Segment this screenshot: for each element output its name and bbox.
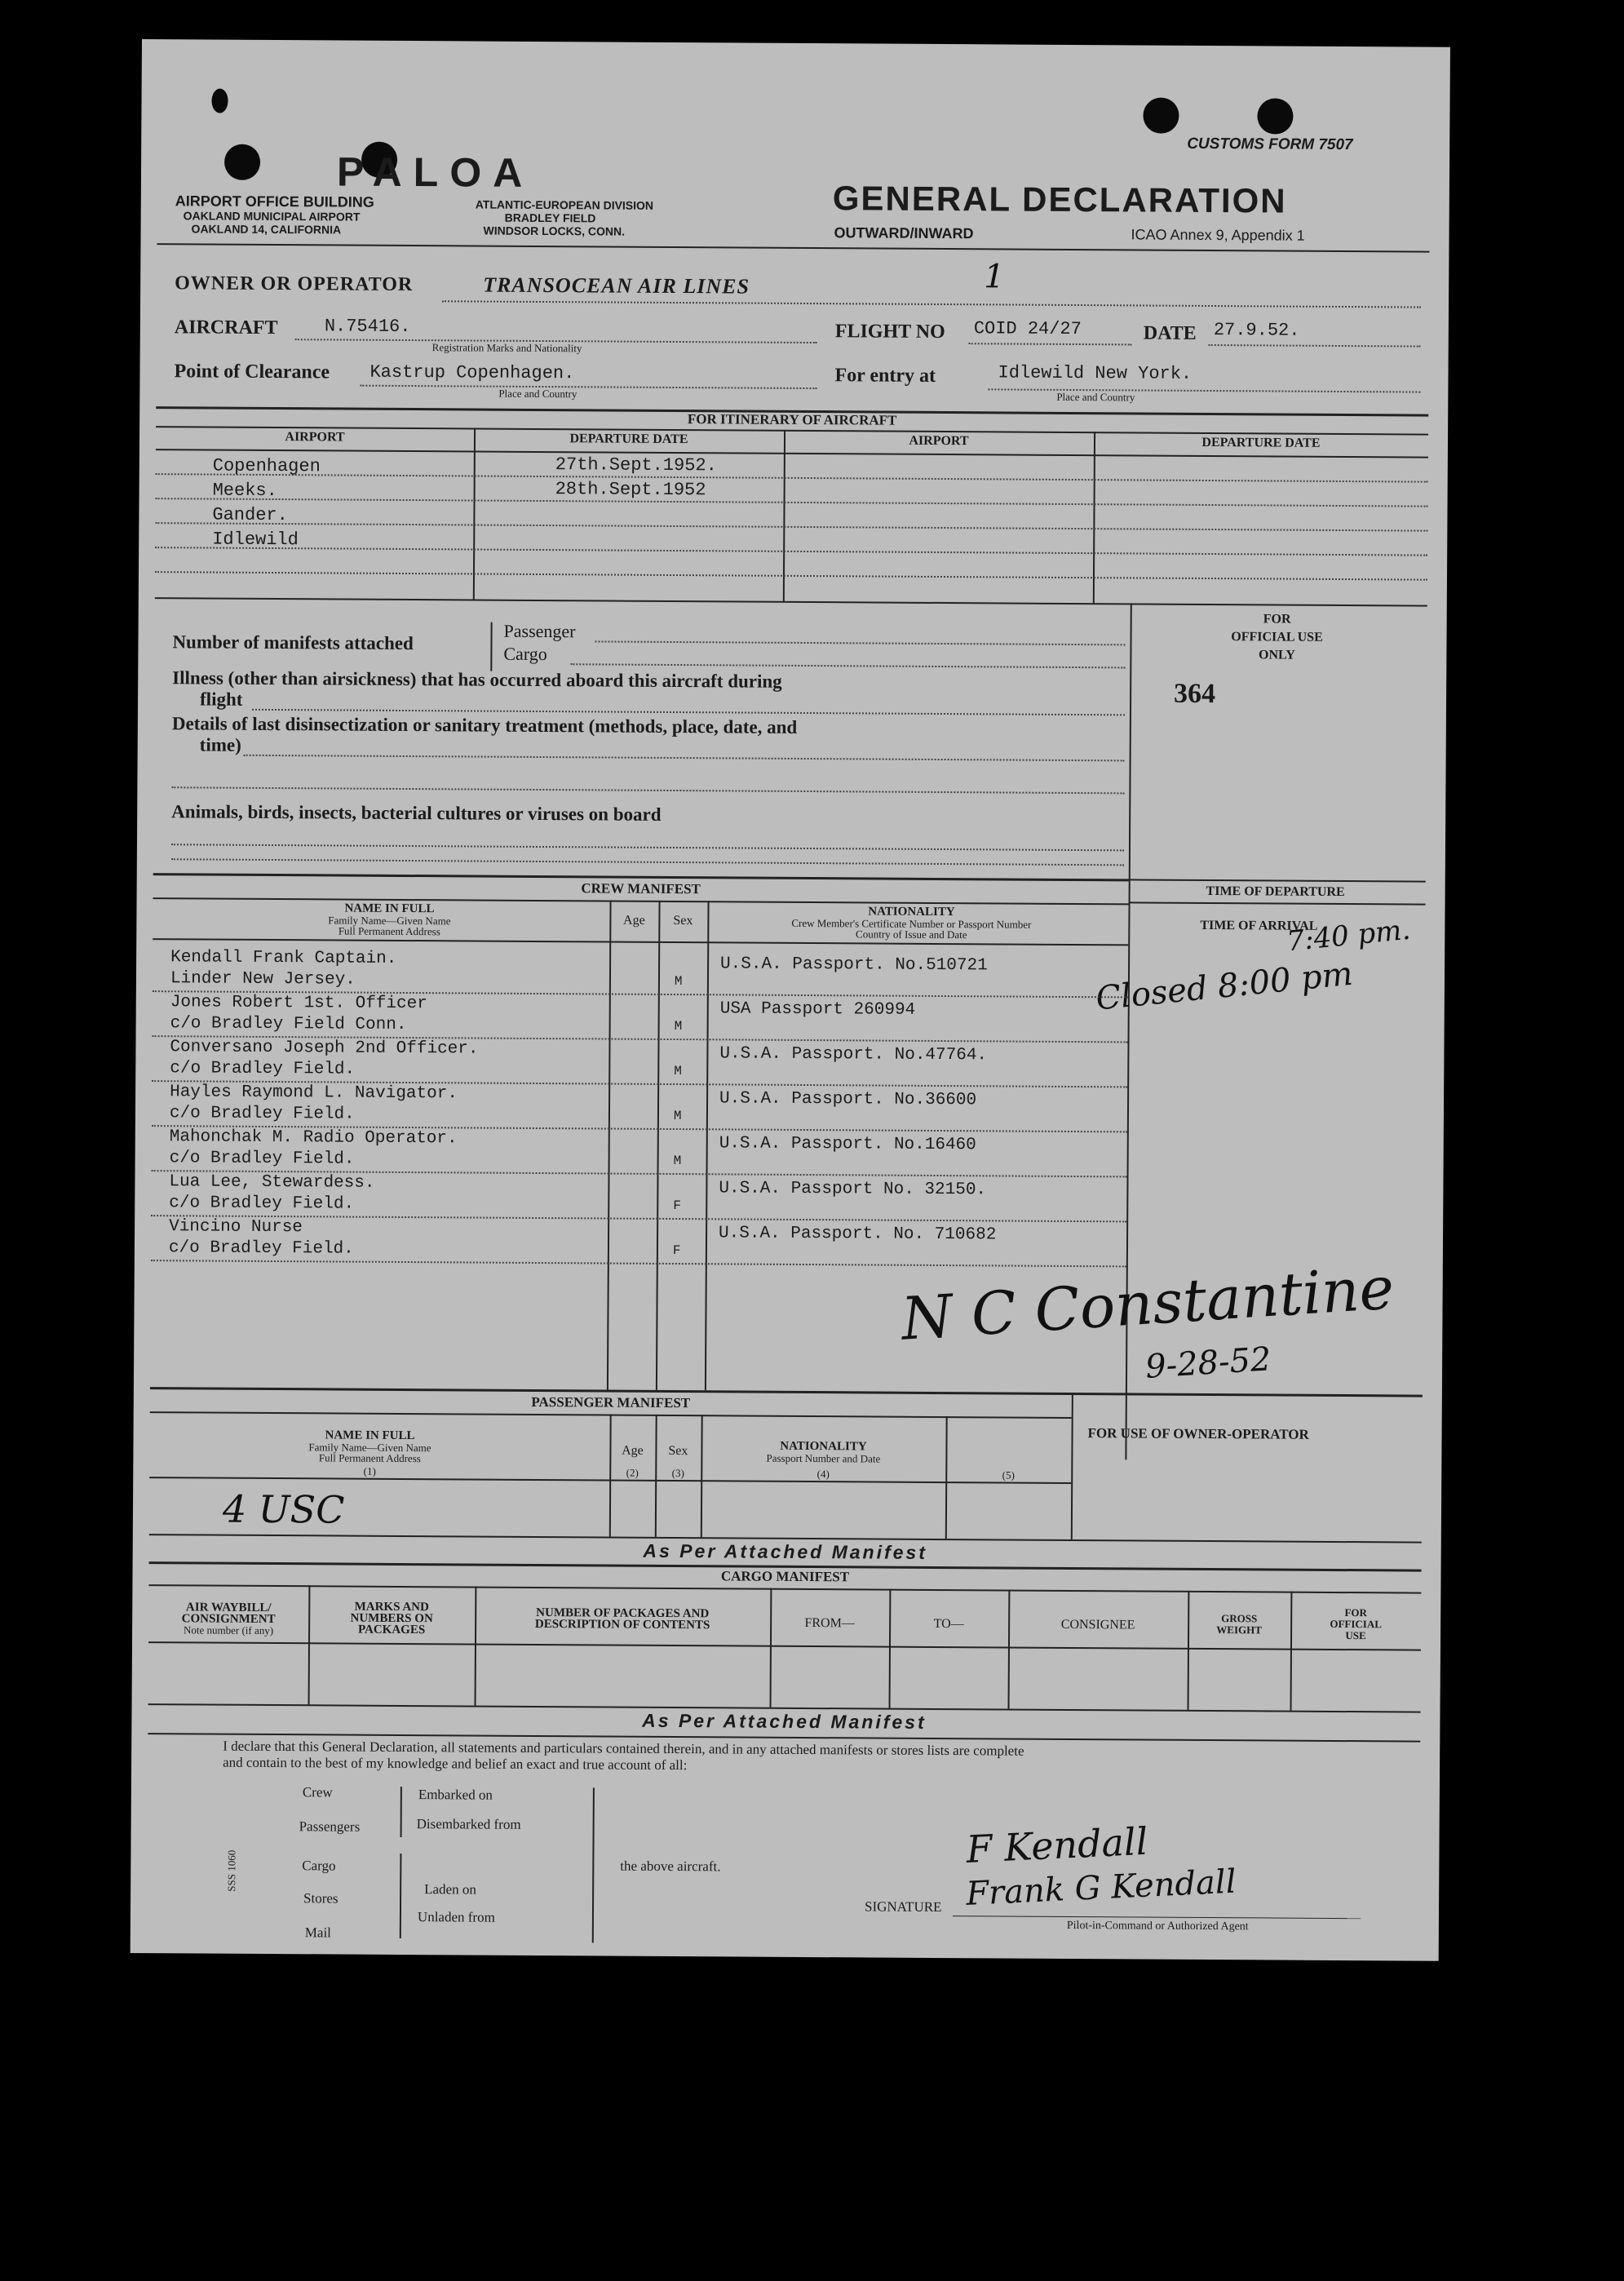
declaration-laden: Laden on [424, 1881, 476, 1898]
time-of-arrival-label: TIME OF ARRIVAL [1200, 918, 1318, 933]
declaration-stores: Stores [303, 1890, 339, 1907]
itinerary-date: 27th.Sept.1952. [555, 454, 717, 476]
cargo-header-official: OFFICIAL [1330, 1617, 1382, 1631]
cargo-header-official: USE [1345, 1629, 1366, 1642]
crew-nationality-header: Crew Member's Certificate Number or Passport Number [791, 916, 1032, 931]
signature-label: SIGNATURE [864, 1898, 942, 1916]
division-address-line: BRADLEY FIELD [504, 210, 596, 225]
punch-hole [224, 144, 260, 180]
crew-name: Conversano Joseph 2nd Officer. [170, 1038, 479, 1059]
cargo-header-from: FROM— [804, 1615, 855, 1631]
division-address-line: ATLANTIC-EUROPEAN DIVISION [475, 197, 654, 212]
crew-nationality: U.S.A. Passport. No.36600 [719, 1089, 977, 1110]
flight-label: FLIGHT NO [834, 321, 945, 343]
crew-name-header: Full Permanent Address [338, 924, 440, 938]
clearance-value: Kastrup Copenhagen. [369, 361, 575, 384]
passenger-col5-header: (5) [1002, 1468, 1015, 1482]
passenger-sex-header: (3) [671, 1467, 684, 1480]
owner-value: TRANSOCEAN AIR LINES [483, 272, 750, 299]
declaration-disembarked: Disembarked from [416, 1816, 521, 1832]
crew-name: Hayles Raymond L. Navigator. [170, 1083, 458, 1104]
crew-address: Linder New Jersey. [170, 969, 356, 990]
crew-name-header: Family Name—Given Name [328, 914, 451, 928]
crew-name: Kendall Frank Captain. [170, 948, 397, 968]
owner-label: OWNER OR OPERATOR [175, 272, 414, 296]
crew-sex-header: Sex [673, 913, 693, 928]
crew-name: Mahonchak M. Radio Operator. [169, 1127, 458, 1149]
declaration-mail: Mail [304, 1924, 331, 1941]
pilot-signature: Frank G Kendall [965, 1862, 1237, 1913]
passenger-age-header: (2) [626, 1466, 639, 1479]
closed-time-handwritten: Closed 8:00 pm [1094, 954, 1355, 1018]
office-address-line: OAKLAND MUNICIPAL AIRPORT [183, 209, 361, 224]
aircraft-value: N.75416. [324, 316, 411, 338]
illness-label: Illness (other than airsickness) that has occurred aboard this aircraft during [172, 667, 782, 692]
org-name: PALOA [336, 148, 534, 196]
crew-sex: M [673, 1154, 682, 1169]
crew-address: c/o Bradley Field. [169, 1104, 355, 1124]
crew-sex: F [673, 1198, 681, 1214]
cargo-header-official: FOR [1344, 1606, 1368, 1619]
manifest-cargo-label: Cargo [503, 643, 547, 665]
cargo-header-consignee: CONSIGNEE [1060, 1617, 1135, 1632]
entry-label: For entry at [834, 365, 936, 387]
punch-hole [1143, 98, 1179, 134]
crew-address: c/o Bradley Field. [168, 1238, 354, 1259]
cargo-manifest-title: CARGO MANIFEST [720, 1568, 850, 1585]
crew-address: c/o Bradley Field. [170, 1059, 356, 1079]
declaration-unladen: Unladen from [417, 1909, 495, 1925]
declaration-form [131, 39, 1450, 1961]
itinerary-airport: Meeks. [212, 480, 277, 502]
signature-date-handwritten: 9-28-52 [1144, 1340, 1272, 1386]
crew-sex: M [674, 1019, 683, 1034]
official-use-label: ONLY [1258, 648, 1295, 662]
passenger-sex-header: Sex [668, 1443, 688, 1459]
passenger-nationality-header: (4) [816, 1468, 830, 1481]
passenger-nationality-header: Passport Number and Date [766, 1451, 881, 1465]
entry-caption: Place and Country [1056, 390, 1135, 404]
crew-nationality-header: NATIONALITY [868, 905, 955, 919]
flight-value: COID 24/27 [973, 318, 1082, 340]
passenger-attached-note: As Per Attached Manifest [643, 1539, 928, 1563]
crew-sex: M [674, 974, 683, 990]
crew-sex: F [672, 1243, 681, 1259]
cargo-header-marks: MARKS AND [354, 1600, 429, 1614]
punch-hole [211, 89, 228, 113]
arrival-time-handwritten: 7:40 pm. [1285, 913, 1412, 959]
cargo-header-waybill: AIR WAYBILL/ [185, 1601, 272, 1615]
illness-label: flight [199, 689, 243, 710]
itinerary-title: FOR ITINERARY OF AIRCRAFT [687, 411, 897, 428]
passenger-count-handwritten: 4 USC [222, 1486, 345, 1532]
crew-nationality: U.S.A. Passport. No.510721 [720, 954, 988, 976]
passenger-manifest-title: PASSENGER MANIFEST [531, 1393, 691, 1411]
crew-name: Vincino Nurse [169, 1217, 303, 1238]
cargo-header-waybill: Note number (if any) [183, 1623, 274, 1637]
crew-nationality: U.S.A. Passport. No.16460 [719, 1134, 976, 1155]
crew-age-header: Age [623, 913, 645, 928]
passenger-name-header: (1) [363, 1464, 376, 1477]
declaration-passengers: Passengers [299, 1818, 361, 1835]
itinerary-header: DEPARTURE DATE [569, 432, 688, 447]
crew-sex: M [674, 1064, 682, 1079]
time-of-departure-label: TIME OF DEPARTURE [1206, 884, 1345, 900]
cargo-header-packages: NUMBER OF PACKAGES AND [536, 1606, 710, 1621]
crew-name-header: NAME IN FULL [344, 901, 435, 916]
crew-nationality-header: Country of Issue and Date [856, 928, 967, 941]
itinerary-airport: Copenhagen [212, 455, 321, 477]
passenger-name-header: Full Permanent Address [318, 1451, 421, 1465]
passenger-nationality-header: NATIONALITY [780, 1439, 867, 1454]
signer-caption: Pilot-in-Command or Authorized Agent [1066, 1919, 1249, 1933]
cargo-header-weight: GROSS [1221, 1612, 1258, 1625]
crew-nationality: U.S.A. Passport No. 32150. [719, 1179, 987, 1200]
disinsection-label: time) [199, 734, 241, 755]
crew-nationality: USA Passport 260994 [719, 999, 916, 1020]
cargo-header-marks: PACKAGES [357, 1623, 426, 1637]
disinsection-label: Details of last disinsectization or sanitary treatment (methods, place, date, and [171, 713, 798, 737]
declaration-crew: Crew [302, 1784, 333, 1800]
itinerary-airport: Idlewild [212, 529, 299, 551]
cargo-header-waybill: CONSIGNMENT [181, 1612, 276, 1627]
division-address-line: WINDSOR LOCKS, CONN. [483, 224, 626, 238]
declaration-embarked: Embarked on [418, 1787, 493, 1803]
crew-nationality: U.S.A. Passport. No.47764. [719, 1044, 988, 1065]
official-number: 364 [1174, 678, 1216, 710]
crew-name: Jones Robert 1st. Officer [170, 993, 427, 1014]
aircraft-caption: Registration Marks and Nationality [431, 341, 582, 355]
cargo-attached-note: As Per Attached Manifest [642, 1709, 927, 1733]
form-title: GENERAL DECLARATION [832, 179, 1287, 220]
declaration-above-aircraft: the above aircraft. [620, 1858, 721, 1875]
passenger-age-header: Age [622, 1443, 644, 1458]
crew-address: c/o Bradley Field. [169, 1149, 355, 1169]
crew-manifest-title: CREW MANIFEST [581, 880, 701, 897]
cargo-header-marks: NUMBERS ON [350, 1611, 433, 1626]
cargo-header-packages: DESCRIPTION OF CONTENTS [534, 1617, 710, 1632]
itinerary-header: AIRPORT [909, 433, 969, 449]
cargo-header-to: TO— [933, 1616, 964, 1632]
crew-sex: M [673, 1109, 682, 1124]
date-label: DATE [1143, 322, 1197, 344]
punch-hole [1257, 98, 1293, 134]
owner-operator-use-label: FOR USE OF OWNER-OPERATOR [1087, 1425, 1309, 1442]
icao-reference: ICAO Annex 9, Appendix 1 [1131, 226, 1305, 244]
animals-label: Animals, birds, insects, bacterial cultures or viruses on board [171, 801, 662, 825]
declaration-text: I declare that this General Declaration, all statements and particulars contained therein, and in any attached manifests or stores lists are complete [223, 1738, 1024, 1759]
clearance-label: Point of Clearance [174, 361, 330, 383]
owner-mark: 1 [984, 258, 1005, 296]
date-value: 27.9.52. [1213, 320, 1300, 341]
crew-address: c/o Bradley Field. [169, 1194, 355, 1214]
crew-address: c/o Bradley Field Conn. [170, 1014, 407, 1035]
itinerary-date: 28th.Sept.1952 [555, 479, 706, 501]
side-code: SSS 1060 [225, 1849, 238, 1892]
itinerary-airport: Gander. [212, 504, 288, 526]
manifest-passenger-label: Passenger [503, 620, 576, 642]
office-address-line: AIRPORT OFFICE BUILDING [175, 193, 374, 210]
declaration-text: and contain to the best of my knowledge and belief an exact and true account of all: [223, 1754, 688, 1774]
inspector-signature: N C Constantine [899, 1253, 1396, 1353]
passenger-name-header: NAME IN FULL [325, 1428, 415, 1443]
pilot-signature: F Kendall [965, 1818, 1149, 1872]
passenger-name-header: Family Name—Given Name [308, 1441, 431, 1455]
official-use-label: OFFICIAL USE [1231, 630, 1323, 644]
official-use-label: FOR [1263, 612, 1291, 627]
entry-value: Idlewild New York. [998, 362, 1193, 384]
crew-name: Lua Lee, Stewardess. [169, 1172, 375, 1193]
customs-form-number: CUSTOMS FORM 7507 [1187, 135, 1353, 154]
declaration-cargo: Cargo [302, 1858, 336, 1874]
manifests-attached-label: Number of manifests attached [172, 631, 414, 654]
crew-row-divider [151, 1260, 1126, 1267]
clearance-caption: Place and Country [498, 387, 577, 401]
office-address-line: OAKLAND 14, CALIFORNIA [191, 222, 342, 237]
itinerary-header: DEPARTURE DATE [1201, 435, 1321, 450]
aircraft-label: AIRCRAFT [174, 317, 278, 339]
crew-nationality: U.S.A. Passport. No. 710682 [719, 1224, 997, 1245]
cargo-header-weight: WEIGHT [1216, 1623, 1262, 1637]
form-subtitle: OUTWARD/INWARD [834, 224, 974, 242]
itinerary-header: AIRPORT [285, 430, 345, 445]
